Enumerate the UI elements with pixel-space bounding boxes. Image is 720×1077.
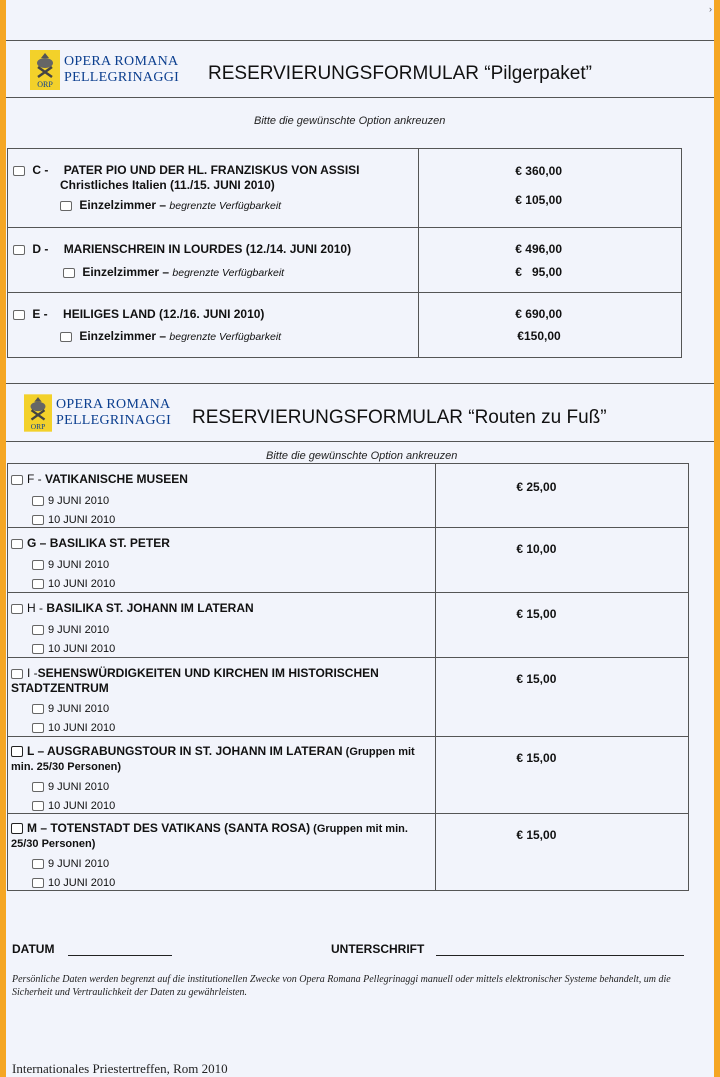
date-9-checkbox[interactable] [32,859,44,869]
org-name-line1: OPERA ROMANA [64,54,179,69]
table-row: G – BASILIKA ST. PETER 9 JUNI 2010 10 JUNI 2010 € 10,00 [8,528,689,593]
option-l-checkbox[interactable] [11,746,23,757]
option-price: € 15,00 [516,751,557,765]
option-subtitle: Christliches Italien (11./15. JUNI 2010) [60,178,275,192]
single-room-e-checkbox[interactable] [60,332,72,342]
option-code: D - [32,242,49,256]
date-label: 9 JUNI 2010 [48,624,110,636]
option-f-checkbox[interactable] [11,475,23,485]
option-price: € 360,00 [515,164,563,178]
date-label: 10 JUNI 2010 [48,514,116,526]
divider [6,441,714,442]
org-name-line1: OPERA ROMANA [56,397,171,412]
footer-text: Internationales Priestertreffen, Rom 2010 [12,1061,228,1076]
table-row [8,293,682,358]
option-price: € 15,00 [516,828,557,842]
date-label: 10 JUNI 2010 [48,877,116,889]
date-9-checkbox[interactable] [32,560,44,570]
option-price: € 15,00 [516,672,557,686]
option-name: VATIKANISCHE MUSEEN [45,472,188,486]
form2-title: RESERVIERUNGSFORMULAR “Routen zu Fuß” [192,407,607,428]
option-price: € 25,00 [516,480,557,494]
single-room-price: € 105,00 [515,193,563,207]
date-label: 10 JUNI 2010 [48,578,116,590]
svg-text:ORP: ORP [30,421,46,431]
org-name-line2: PELLEGRINAGGI [64,70,180,85]
option-name: BASILIKA ST. JOHANN IM LATERAN [46,601,254,615]
option-name: MARIENSCHREIN IN LOURDES (12./14. JUNI 2010) [63,242,352,256]
date-label: 9 JUNI 2010 [48,559,110,571]
svg-text:ORP: ORP [37,80,53,89]
org-logo [24,394,171,432]
date-field[interactable] [68,943,172,956]
option-code: C - [32,163,49,177]
pilgrim-package-table [7,148,682,358]
option-price: € 10,00 [516,542,557,556]
date-10-checkbox[interactable] [32,801,44,811]
divider [6,40,714,41]
option-price: € 496,00 [515,242,563,256]
privacy-note: Persönliche Daten werden begrenzt auf die institutionellen Zwecke von Opera Romana Pellegrinaggi manuell oder mittels elektronischer Systeme behandelt, um die Sicherheit und Vertraulichkeit der Daten zu gewährleisten. [12,974,671,998]
date-label: 9 JUNI 2010 [48,703,110,715]
date-10-checkbox[interactable] [32,644,44,654]
single-room-note: begrenzte Verfügbarkeit [169,200,282,212]
corner-mark: › [709,4,712,14]
option-c-checkbox[interactable] [13,166,25,176]
date-10-checkbox[interactable] [32,723,44,733]
single-room-price: € 95,00 [515,265,563,279]
option-group-note: (Gruppen mit min. 25/30 Personen) [11,746,415,773]
date-9-checkbox[interactable] [32,496,44,506]
papal-emblem-icon [30,50,60,90]
option-e-checkbox[interactable] [13,310,25,320]
table-row [8,149,682,228]
papal-emblem-icon [24,394,52,432]
option-d-checkbox[interactable] [13,245,25,255]
table-row: H - BASILIKA ST. JOHANN IM LATERAN 9 JUNI 2010 10 JUNI 2010 € 15,00 [8,593,689,658]
option-name: TOTENSTADT DES VATIKANS (SANTA ROSA) [50,821,311,835]
table-row: F - VATIKANISCHE MUSEEN 9 JUNI 2010 10 JUNI 2010 € 25,00 [8,464,689,528]
option-g-checkbox[interactable] [11,539,23,549]
option-h-checkbox[interactable] [11,604,23,614]
date-label: DATUM [12,942,55,956]
option-m-checkbox[interactable] [11,823,23,834]
date-9-checkbox[interactable] [32,782,44,792]
option-group-note: (Gruppen mit min. 25/30 Personen) [11,823,408,850]
date-label: 9 JUNI 2010 [48,858,110,870]
single-room-label: Einzelzimmer – [79,198,167,212]
date-label: 10 JUNI 2010 [48,722,116,734]
option-i-checkbox[interactable] [11,669,23,679]
option-name: BASILIKA ST. PETER [49,536,170,550]
single-room-c-checkbox[interactable] [60,201,72,211]
org-name-line2: PELLEGRINAGGI [56,413,172,428]
date-10-checkbox[interactable] [32,515,44,525]
date-label: 9 JUNI 2010 [48,495,110,507]
date-10-checkbox[interactable] [32,878,44,888]
single-room-label: Einzelzimmer – [82,265,170,279]
form2-hint: Bitte die gewünschte Option ankreuzen [266,450,458,462]
signature-field[interactable] [436,943,684,956]
table-row: M – TOTENSTADT DES VATIKANS (SANTA ROSA) (Gruppen mit min. 25/30 Personen) 9 JUNI 2010 10 JUNI 2010 € 15,00 [8,814,689,891]
table-row [8,228,682,293]
date-10-checkbox[interactable] [32,579,44,589]
date-label: 10 JUNI 2010 [48,643,116,655]
single-room-note: begrenzte Verfügbarkeit [172,267,285,279]
option-name: HEILIGES LAND (12./16. JUNI 2010) [63,307,265,321]
option-name: SEHENSWÜRDIGKEITEN UND KIRCHEN IM HISTORISCHEN STADTZENTRUM [11,666,379,695]
single-room-d-checkbox[interactable] [63,268,75,278]
divider [6,97,714,98]
date-9-checkbox[interactable] [32,704,44,714]
single-room-label: Einzelzimmer – [79,329,167,343]
signature-label: UNTERSCHRIFT [331,942,425,956]
table-row: I -SEHENSWÜRDIGKEITEN UND KIRCHEN IM HISTORISCHEN STADTZENTRUM 9 JUNI 2010 10 JUNI 2010 € 15,00 [8,658,689,737]
table-row: L – AUSGRABUNGSTOUR IN ST. JOHANN IM LATERAN (Gruppen mit min. 25/30 Personen) 9 JUNI 2010 10 JUNI 2010 € 15,00 [8,737,689,814]
org-logo [30,50,179,90]
option-price: € 15,00 [516,607,557,621]
single-room-note: begrenzte Verfügbarkeit [169,331,282,343]
date-label: 9 JUNI 2010 [48,781,110,793]
single-room-price: €150,00 [517,329,561,343]
divider [6,383,714,384]
option-code: E - [32,307,48,321]
option-name: AUSGRABUNGSTOUR IN ST. JOHANN IM LATERAN [47,744,343,758]
form1-title: RESERVIERUNGSFORMULAR “Pilgerpaket” [208,63,592,84]
date-9-checkbox[interactable] [32,625,44,635]
option-price: € 690,00 [515,307,563,321]
walking-routes-table [7,463,689,891]
form1-hint: Bitte die gewünschte Option ankreuzen [254,115,446,127]
option-name: PATER PIO UND DER HL. FRANZISKUS VON ASSISI [63,163,360,177]
date-label: 10 JUNI 2010 [48,800,116,812]
